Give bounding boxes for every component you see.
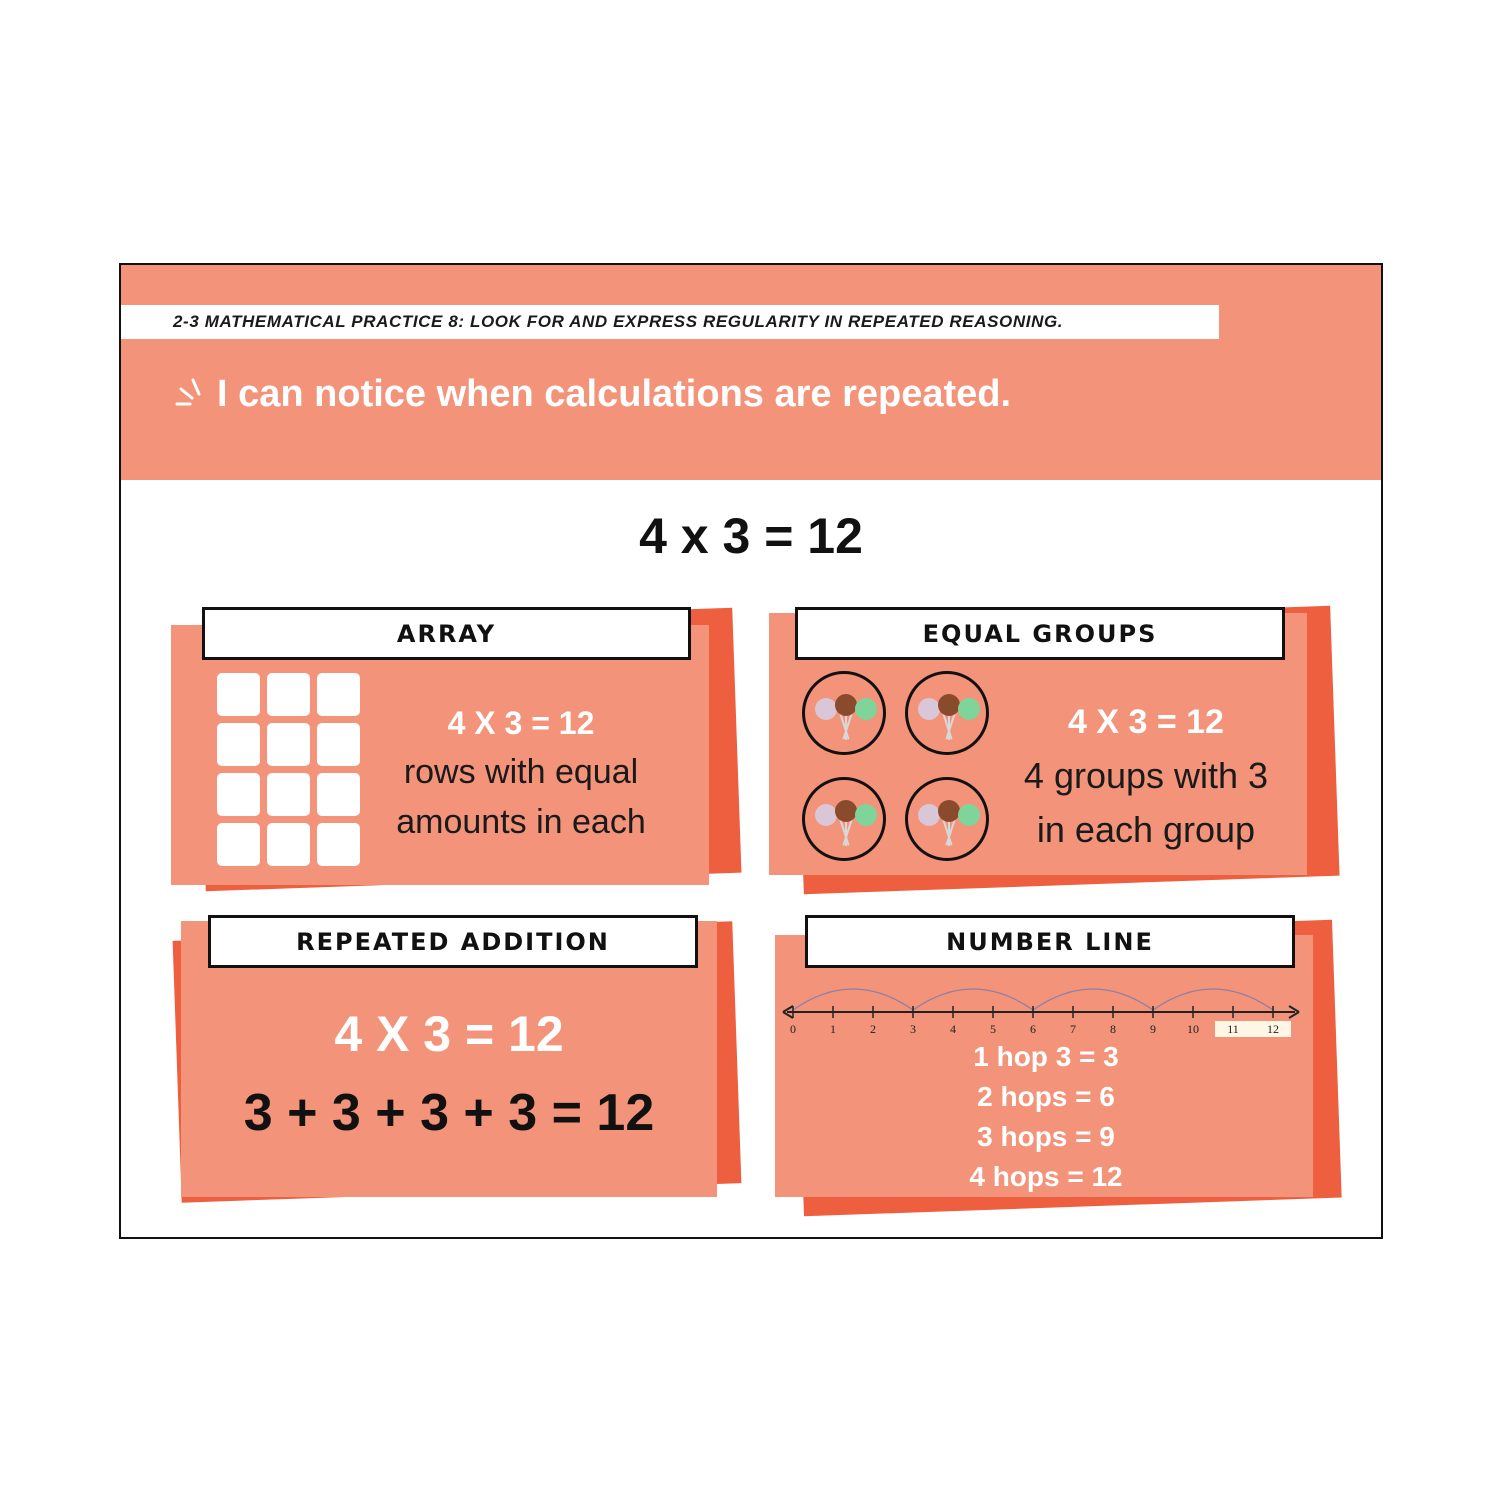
array-equation: 4 X 3 = 12: [447, 705, 595, 741]
learning-goal: [173, 373, 1011, 416]
tick-label: 3: [910, 1022, 916, 1036]
worksheet-frame: [119, 263, 1383, 1239]
equal-groups-text: [1001, 695, 1291, 857]
goal-text: I can notice when calculations are repeated.: [217, 373, 1012, 415]
tick-label: 6: [1030, 1022, 1036, 1036]
equal-groups-line2: in each group: [1036, 809, 1256, 850]
hop-line: 4 hops = 12: [969, 1161, 1123, 1192]
tick-label: 0: [790, 1022, 796, 1036]
tick-label: 10: [1187, 1022, 1199, 1036]
hop-line: 3 hops = 9: [977, 1121, 1115, 1152]
array-cell: [217, 773, 260, 816]
repeated-addition-card: [169, 915, 749, 1215]
array-title: ARRAY: [202, 607, 691, 660]
array-cell: [217, 673, 260, 716]
array-text: [371, 699, 671, 847]
tick-marks: [790, 1006, 1279, 1036]
tick-label: 1: [830, 1022, 836, 1036]
array-cell: [317, 723, 360, 766]
lollipop-icon: [855, 698, 877, 720]
tick-label: 12: [1267, 1022, 1279, 1036]
tick-label: 4: [950, 1022, 956, 1036]
array-cell: [317, 673, 360, 716]
lollipop-icon: [918, 698, 940, 720]
main-equation: 4 x 3 = 12: [639, 508, 863, 564]
hop-arc: [793, 989, 913, 1010]
equal-groups-title: EQUAL GROUPS: [795, 607, 1285, 660]
number-line: [779, 970, 1304, 1040]
group-circle: [905, 777, 989, 861]
repeated-addition-sum: 3 + 3 + 3 + 3 = 12: [243, 1084, 655, 1142]
equal-groups-line1: 4 groups with 3: [1023, 755, 1269, 796]
group-circle: [905, 671, 989, 755]
tick-label: 11: [1227, 1022, 1239, 1036]
tick-label: 5: [990, 1022, 996, 1036]
array-card: [171, 607, 741, 907]
lollipop-icon: [918, 804, 940, 826]
hop-arc: [1033, 989, 1153, 1010]
lollipop-icon: [855, 804, 877, 826]
lollipop-icon: [958, 698, 980, 720]
hop-arc: [1153, 989, 1273, 1010]
tick-label: 7: [1070, 1022, 1076, 1036]
lollipop-icon: [815, 698, 837, 720]
equal-groups-card: [769, 607, 1341, 907]
array-line1: rows with equal: [403, 753, 639, 791]
array-cell: [317, 823, 360, 866]
standard-strip: [121, 305, 1219, 339]
lollipop-icon: [938, 694, 960, 716]
array-grid: [217, 673, 360, 866]
array-cell: [267, 823, 310, 866]
lollipop-icon: [835, 694, 857, 716]
array-cell: [267, 673, 310, 716]
hop-line: 2 hops = 6: [977, 1081, 1115, 1112]
array-cell: [317, 773, 360, 816]
number-line-card: [771, 915, 1346, 1225]
lollipop-icon: [835, 800, 857, 822]
lollipop-icon: [958, 804, 980, 826]
array-cell: [267, 723, 310, 766]
header-band: [121, 265, 1381, 480]
tick-label: 9: [1150, 1022, 1156, 1036]
equal-groups-equation: 4 X 3 = 12: [1068, 703, 1224, 741]
tick-label: 8: [1110, 1022, 1116, 1036]
standard-text: 2-3 MATHEMATICAL PRACTICE 8: LOOK FOR AND EXPRESS REGULARITY IN REPEATED REASONING.: [173, 312, 1064, 331]
array-cell: [217, 723, 260, 766]
sparkle-icon: [173, 377, 207, 413]
repeated-addition-equation: 4 X 3 = 12: [334, 1006, 564, 1062]
number-line-title: NUMBER LINE: [805, 915, 1295, 968]
lollipop-icon: [938, 800, 960, 822]
repeated-addition-title: REPEATED ADDITION: [208, 915, 698, 968]
hops-list: [871, 1037, 1221, 1197]
array-line2: amounts in each: [396, 803, 646, 841]
hop-arc: [913, 989, 1033, 1010]
tick-label: 2: [870, 1022, 876, 1036]
array-cell: [217, 823, 260, 866]
array-cell: [267, 773, 310, 816]
lollipop-icon: [815, 804, 837, 826]
group-circle: [802, 777, 886, 861]
hop-line: 1 hop 3 = 3: [973, 1041, 1119, 1072]
group-circle: [802, 671, 886, 755]
